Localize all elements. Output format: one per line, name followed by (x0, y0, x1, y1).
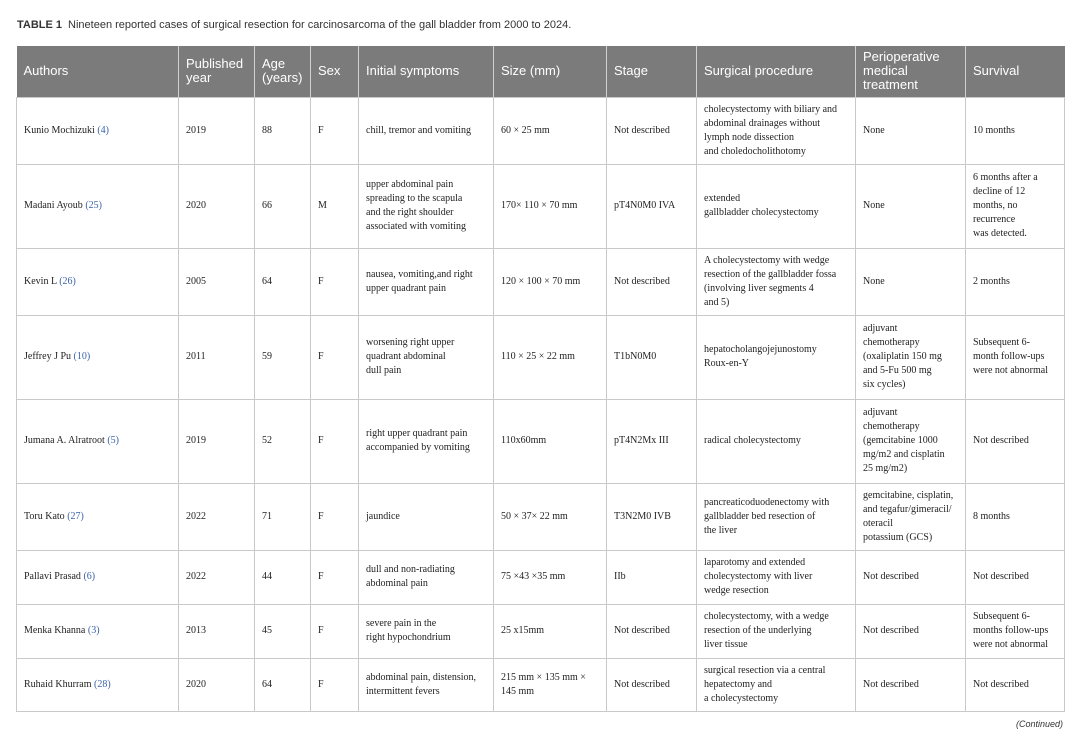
stage-cell: T3N2M0 IVB (607, 483, 697, 550)
procedure-cell: hepatocholangojejunostomy Roux-en-Y (697, 315, 856, 399)
header-authors: Authors (17, 46, 179, 97)
reference-link[interactable]: (6) (83, 571, 96, 582)
treatment-cell: adjuvant chemotherapy (oxaliplatin 150 mg and 5-Fu 500 mg six cycles) (856, 315, 966, 399)
reference-link[interactable]: (28) (94, 678, 111, 690)
age-cell: 66 (255, 164, 311, 248)
author-cell (17, 248, 179, 315)
procedure-cell: A cholecystectomy with wedge resection of the gallbladder fossa (involving liver segments 4 and 5) (697, 248, 856, 315)
header-perioperative-treatment: Perioperative medical treatment (856, 46, 966, 97)
author-name: Jumana A. Alratroot (24, 435, 105, 446)
author-name: Pallavi Prasad (24, 571, 81, 582)
age-cell: 71 (255, 483, 311, 550)
age-cell: 64 (255, 248, 311, 315)
treatment-cell: Not described (856, 604, 966, 658)
survival-cell: Not described (966, 658, 1065, 711)
year-cell: 2020 (179, 658, 255, 711)
reference-link[interactable]: (3) (87, 625, 100, 636)
size-cell: 50 × 37× 22 mm (494, 483, 607, 550)
survival-cell: 2 months (966, 248, 1065, 315)
table-body (17, 97, 1065, 711)
symptoms-cell: upper abdominal pain spreading to the scapula and the right shoulder associated with vomiting (359, 164, 494, 248)
author-name: Jeffrey J Pu (24, 351, 72, 362)
stage-cell: pT4N2Mx III (607, 399, 697, 483)
continued-note: (Continued) (1015, 719, 1063, 729)
procedure-cell: cholecystectomy, with a wedge resection of the underlying liver tissue (697, 604, 856, 658)
cases-table (16, 46, 1065, 712)
reference-link[interactable]: (10) (73, 351, 91, 362)
table-row (17, 483, 1065, 550)
age-cell: 52 (255, 399, 311, 483)
author-name: Ruhaid Khurram (24, 678, 92, 690)
header-initial-symptoms: Initial symptoms (359, 46, 494, 97)
table-caption (17, 19, 571, 31)
size-cell: 110x60mm (494, 399, 607, 483)
author-cell (17, 483, 179, 550)
symptoms-cell: severe pain in the right hypochondrium (359, 604, 494, 658)
size-cell: 215 mm × 135 mm × 145 mm (494, 658, 607, 711)
sex-cell: F (311, 604, 359, 658)
author-cell (17, 399, 179, 483)
header-age: Age (years) (255, 46, 311, 97)
sex-cell: F (311, 483, 359, 550)
age-cell: 64 (255, 658, 311, 711)
header-stage: Stage (607, 46, 697, 97)
sex-cell: F (311, 399, 359, 483)
treatment-cell: None (856, 164, 966, 248)
reference-link[interactable]: (27) (67, 510, 84, 522)
size-cell: 110 × 25 × 22 mm (494, 315, 607, 399)
reference-link[interactable]: (25) (85, 200, 102, 211)
stage-cell: IIb (607, 550, 697, 604)
sex-cell: M (311, 164, 359, 248)
size-cell: 120 × 100 × 70 mm (494, 248, 607, 315)
table-title: Nineteen reported cases of surgical resection for carcinosarcoma of the gall bladder from 2000 to 2024. (68, 19, 572, 31)
symptoms-cell: worsening right upper quadrant abdominal dull pain (359, 315, 494, 399)
year-cell: 2020 (179, 164, 255, 248)
survival-cell: 8 months (966, 483, 1065, 550)
survival-cell: Not described (966, 399, 1065, 483)
symptoms-cell: chill, tremor and vomiting (359, 97, 494, 164)
treatment-cell: Not described (856, 658, 966, 711)
stage-cell: Not described (607, 97, 697, 164)
size-cell: 25 x15mm (494, 604, 607, 658)
header-survival: Survival (966, 46, 1065, 97)
age-cell: 88 (255, 97, 311, 164)
year-cell: 2011 (179, 315, 255, 399)
survival-cell: Not described (966, 550, 1065, 604)
header-sex: Sex (311, 46, 359, 97)
treatment-cell: None (856, 248, 966, 315)
author-cell (17, 604, 179, 658)
header-size: Size (mm) (494, 46, 607, 97)
table-row (17, 248, 1065, 315)
procedure-cell: laparotomy and extended cholecystectomy with liver wedge resection (697, 550, 856, 604)
age-cell: 45 (255, 604, 311, 658)
table-row (17, 399, 1065, 483)
symptoms-cell: right upper quadrant pain accompanied by vomiting (359, 399, 494, 483)
size-cell: 75 ×43 ×35 mm (494, 550, 607, 604)
author-name: Kevin L (24, 275, 57, 287)
year-cell: 2022 (179, 483, 255, 550)
procedure-cell: surgical resection via a central hepatectomy and a cholecystectomy (697, 658, 856, 711)
year-cell: 2019 (179, 399, 255, 483)
author-name: Menka Khanna (24, 625, 86, 636)
year-cell: 2019 (179, 97, 255, 164)
table-label: TABLE 1 (17, 19, 63, 31)
age-cell: 44 (255, 550, 311, 604)
stage-cell: Not described (607, 604, 697, 658)
author-name: Madani Ayoub (24, 200, 83, 211)
procedure-cell: pancreaticoduodenectomy with gallbladder bed resection of the liver (697, 483, 856, 550)
survival-cell: Subsequent 6- months follow-ups were not abnormal (966, 604, 1065, 658)
table-row (17, 164, 1065, 248)
treatment-cell: adjuvant chemotherapy (gemcitabine 1000 mg/m2 and cisplatin 25 mg/m2) (856, 399, 966, 483)
author-cell (17, 550, 179, 604)
size-cell: 170× 110 × 70 mm (494, 164, 607, 248)
year-cell: 2005 (179, 248, 255, 315)
age-cell: 59 (255, 315, 311, 399)
sex-cell: F (311, 248, 359, 315)
author-name: Toru Kato (24, 510, 65, 522)
author-cell (17, 97, 179, 164)
procedure-cell: cholecystectomy with biliary and abdominal drainages without lymph node dissection and choledocholithotomy (697, 97, 856, 164)
treatment-cell: gemcitabine, cisplatin, and tegafur/gimeracil/ oteracil potassium (GCS) (856, 483, 966, 550)
header-published-year: Published year (179, 46, 255, 97)
sex-cell: F (311, 315, 359, 399)
author-name: Kunio Mochizuki (24, 124, 95, 136)
author-cell (17, 164, 179, 248)
table-row (17, 315, 1065, 399)
sex-cell: F (311, 550, 359, 604)
procedure-cell: radical cholecystectomy (697, 399, 856, 483)
stage-cell: Not described (607, 248, 697, 315)
year-cell: 2022 (179, 550, 255, 604)
table-row (17, 658, 1065, 711)
sex-cell: F (311, 97, 359, 164)
survival-cell: 6 months after a decline of 12 months, no recurrence was detected. (966, 164, 1065, 248)
stage-cell: T1bN0M0 (607, 315, 697, 399)
stage-cell: pT4N0M0 IVA (607, 164, 697, 248)
reference-link[interactable]: (5) (107, 435, 119, 446)
size-cell: 60 × 25 mm (494, 97, 607, 164)
table-row (17, 604, 1065, 658)
reference-link[interactable]: (4) (97, 124, 109, 136)
table-row (17, 550, 1065, 604)
table-row (17, 97, 1065, 164)
survival-cell: Subsequent 6- month follow-ups were not abnormal (966, 315, 1065, 399)
procedure-cell: extended gallbladder cholecystectomy (697, 164, 856, 248)
symptoms-cell: jaundice (359, 483, 494, 550)
sex-cell: F (311, 658, 359, 711)
year-cell: 2013 (179, 604, 255, 658)
stage-cell: Not described (607, 658, 697, 711)
treatment-cell: Not described (856, 550, 966, 604)
symptoms-cell: nausea, vomiting,and right upper quadrant pain (359, 248, 494, 315)
author-cell (17, 315, 179, 399)
treatment-cell: None (856, 97, 966, 164)
author-cell (17, 658, 179, 711)
header-surgical-procedure: Surgical procedure (697, 46, 856, 97)
header-row (17, 46, 1065, 97)
symptoms-cell: abdominal pain, distension, intermittent fevers (359, 658, 494, 711)
reference-link[interactable]: (26) (59, 275, 76, 287)
symptoms-cell: dull and non-radiating abdominal pain (359, 550, 494, 604)
survival-cell: 10 months (966, 97, 1065, 164)
